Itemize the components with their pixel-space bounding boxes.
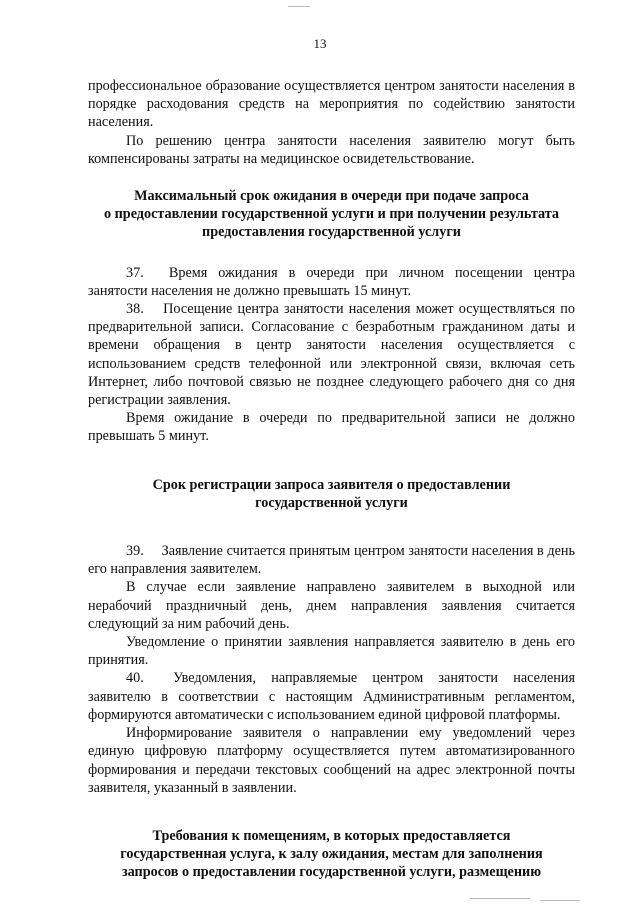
document-body: [88, 77, 575, 882]
heading-line: государственной услуги: [255, 494, 408, 511]
heading-line: Срок регистрации запроса заявителя о предоставлении: [152, 476, 511, 493]
paragraph: 39. Заявление считается принятым центром занятости населения в день его направления заявителем.: [88, 543, 575, 578]
paragraph: 37. Время ожидания в очереди при личном посещении центра занятости населения не должно превышать 15 минут.: [88, 264, 575, 299]
paragraph: Уведомление о принятии заявления направляется заявителю в день его принятия.: [88, 634, 575, 669]
scan-speck: [540, 900, 580, 901]
paragraph: По решению центра занятости населения заявителю могут быть компенсированы затраты на медицинское освидетельствование.: [88, 132, 575, 167]
heading-line: Требования к помещениям, в которых предоставляется: [152, 827, 511, 844]
paragraph: 38. Посещение центра занятости населения может осуществляться по предварительной записи. Согласование с безработным гражданином даты и времени обращения в центр занятости населения осуществляется с использованием средств телефонной или электронной связи, включая сеть Интернет, либо почтовой связью не позднее следующего рабочего дня со дня регистрации заявления.: [88, 301, 575, 409]
paragraph: Время ожидание в очереди по предварительной записи не должно превышать 5 минут.: [88, 410, 575, 445]
paragraph: 40. Уведомления, направляемые центром занятости населения заявителю в соответствии с настоящим Административным регламентом, формируются автоматически с использованием единой цифровой платформы.: [88, 670, 575, 723]
section-heading-premises: [88, 827, 575, 882]
heading-line: Максимальный срок ожидания в очереди при подаче запроса: [134, 188, 529, 205]
paragraph: В случае если заявление направлено заявителем в выходной или нерабочий праздничный день, днем направления заявления считается следующий за ним рабочий день.: [88, 579, 575, 632]
heading-line: предоставления государственной услуги: [202, 224, 461, 241]
heading-line: государственная услуга, к залу ожидания, местам для заполнения: [120, 846, 543, 863]
section-heading-waiting-time: [88, 187, 575, 242]
paragraph: профессиональное образование осуществляется центром занятости населения в порядке расходования средств на мероприятия по содействию занятости населения.: [88, 78, 575, 131]
scan-speck: [470, 898, 530, 899]
page-number: 13: [313, 36, 327, 51]
heading-line: о предоставлении государственной услуги и при получении результата: [103, 206, 559, 223]
section-heading-registration: [88, 476, 575, 512]
scan-speck: [288, 6, 310, 7]
paragraph: Информирование заявителя о направлении ему уведомлений через единую цифровую платформу осуществляется путем автоматизированного формирования и передачи текстовых сообщений на адрес электронной почты заявителя, указанный в заявлении.: [88, 725, 575, 796]
heading-line: запросов о предоставлении государственной услуги, размещению: [121, 864, 542, 881]
